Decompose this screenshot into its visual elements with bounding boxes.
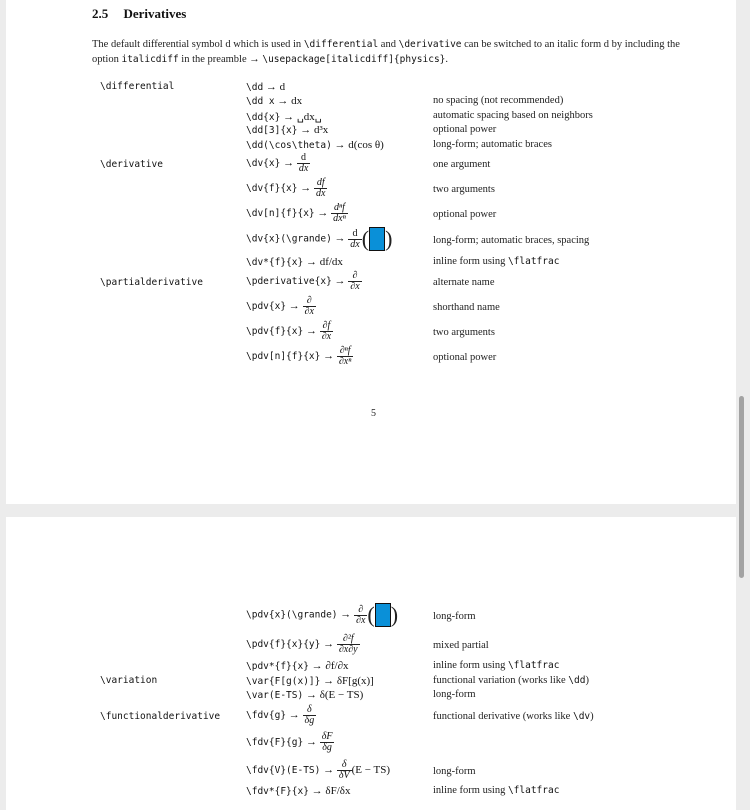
fraction: $\frac{\partial}{\partial x}$ [350, 270, 360, 292]
code-example: \fdv{F}{g} → $\frac{\delta F}{\delta g}$ [246, 731, 333, 753]
code-example: \fdv{V}(E-TS) → $\frac{\delta}{\delta V}$ (E − TS) [246, 759, 391, 781]
code-example: \fdv*{F}{x} → δF/δx [246, 785, 351, 797]
brace-close-icon: ) [390, 602, 399, 627]
description: inline form using \flatfrac [433, 660, 560, 671]
command-name: \variation [100, 675, 158, 686]
intro-paragraph [92, 37, 692, 67]
description: mixed partial [433, 640, 489, 651]
command-name: \differential [100, 81, 175, 92]
code-example: \dd{x} → ␣dx␣ [246, 111, 322, 123]
document-page-6 [6, 517, 736, 810]
code-example: \fdv{g} → $\frac{\delta}{\delta g}$ [246, 704, 315, 726]
description: inline form using \flatfrac [433, 256, 560, 267]
brace-open-icon: ( [367, 602, 375, 627]
fraction: $\frac{\delta F}{\delta g}$ [321, 731, 333, 753]
fraction: $\frac{\partial}{\partial x}$ [304, 295, 314, 317]
description: shorthand name [433, 302, 500, 313]
description: one argument [433, 159, 491, 170]
intro-code: italicdiff [121, 54, 179, 65]
document-page-5 [6, 0, 736, 504]
brace-open-icon: ( [361, 226, 370, 251]
code-example: \pdv{x} → $\frac{\partial}{\partial x}$ [246, 295, 314, 317]
description: optional power [433, 124, 497, 135]
fraction: $\frac{d}{dx}$ [350, 227, 360, 250]
intro-text: and [378, 39, 399, 50]
code-example: \pdv{f}{x}{y} → $\frac{\text{∂²f}}{\partial x\partial y}$ [246, 633, 358, 655]
section-heading [92, 6, 186, 22]
code-example: \dv{x}(\grande) → $\frac{d}{dx}$ ( ) [246, 226, 393, 251]
fraction: $\frac{d}{dx}$ [298, 152, 309, 174]
description: long-form [433, 766, 476, 777]
code-example: \pdv{x}(\grande) → $\frac{\partial}{\partial x}$ ( ) [246, 602, 399, 627]
intro-text: can be switched to an italic form d by including the option [92, 39, 680, 65]
fraction: $\frac{\delta}{\delta V}$ [338, 759, 350, 781]
section-title: Derivatives [123, 6, 187, 21]
code-example: \dv{x} → $\frac{d}{dx}$ [246, 152, 309, 174]
description: no spacing (not recommended) [433, 95, 564, 106]
fraction: $\frac{\text{dⁿf}}{\text{dxⁿ}}$ [333, 202, 346, 224]
code-example: \dd → d [246, 81, 286, 93]
fraction: $\frac{df}{dx}$ [315, 177, 326, 199]
intro-code: \usepackage[italicdiff]{physics} [262, 54, 446, 65]
description: inline form using \flatfrac [433, 785, 560, 796]
description: long-form; automatic braces [433, 139, 552, 150]
fraction: $\frac{\delta}{\delta g}$ [304, 704, 315, 726]
code-example: \dd(\cos\theta) → d(cos θ) [246, 139, 384, 151]
command-name: \partialderivative [100, 277, 203, 288]
placeholder-box-icon [369, 227, 385, 251]
intro-text: in the preamble → [178, 54, 263, 65]
code-example: \dv{f}{x} → $\frac{df}{dx}$ [246, 177, 326, 199]
code-example: \pderivative{x} → $\frac{\partial}{\partial x}$ [246, 270, 360, 292]
description: functional variation (works like \dd) [433, 675, 589, 686]
code-example: \pdv*{f}{x} → ∂f/∂x [246, 660, 349, 672]
code-example: \dv[n]{f}{x} → $\frac{\text{dⁿf}}{\text{dxⁿ}}$ [246, 202, 346, 224]
description: two arguments [433, 184, 495, 195]
intro-code: \differential [303, 39, 379, 50]
code-example: \var{F[g(x)]} → δF[g(x)] [246, 675, 374, 687]
section-number: 2.5 [92, 6, 109, 21]
description: long-form; automatic braces, spacing [433, 235, 590, 246]
code-example: \dd[3]{x} → d³x [246, 124, 329, 136]
fraction: $\frac{\text{∂²f}}{\partial x\partial y}$ [338, 633, 358, 655]
fraction: $\frac{\text{∂ⁿf}}{\text{∂xⁿ}}$ [338, 345, 352, 367]
intro-text: . [445, 54, 449, 65]
description: automatic spacing based on neighbors [433, 110, 593, 121]
code-example: \pdv[n]{f}{x} → $\frac{\text{∂ⁿf}}{\text{∂xⁿ}}$ [246, 345, 352, 367]
code-example: \dd x → dx [246, 95, 303, 107]
intro-code: \derivative [398, 39, 462, 50]
description: alternate name [433, 277, 495, 288]
fraction: $\frac{\partial}{\partial x}$ [356, 603, 366, 626]
intro-text: The default differential symbol d which is used in [92, 39, 304, 50]
code-example: \var(E-TS) → δ(E − TS) [246, 689, 364, 701]
fraction: $\frac{\partial f}{\partial x}$ [321, 320, 332, 342]
brace-close-icon: ) [385, 226, 393, 251]
description: optional power [433, 352, 497, 363]
page-number: 5 [371, 408, 376, 419]
description: functional derivative (works like \dv) [433, 711, 594, 722]
code-example: \pdv{f}{x} → $\frac{\partial f}{\partial x}$ [246, 320, 332, 342]
placeholder-box-icon [375, 603, 391, 627]
description: long-form [433, 611, 476, 622]
scrollbar[interactable] [739, 396, 744, 578]
code-example: \dv*{f}{x} → df/dx [246, 256, 343, 268]
description: long-form [433, 689, 476, 700]
command-name: \derivative [100, 159, 163, 170]
command-name: \functionalderivative [100, 711, 221, 722]
description: two arguments [433, 327, 495, 338]
description: optional power [433, 209, 497, 220]
